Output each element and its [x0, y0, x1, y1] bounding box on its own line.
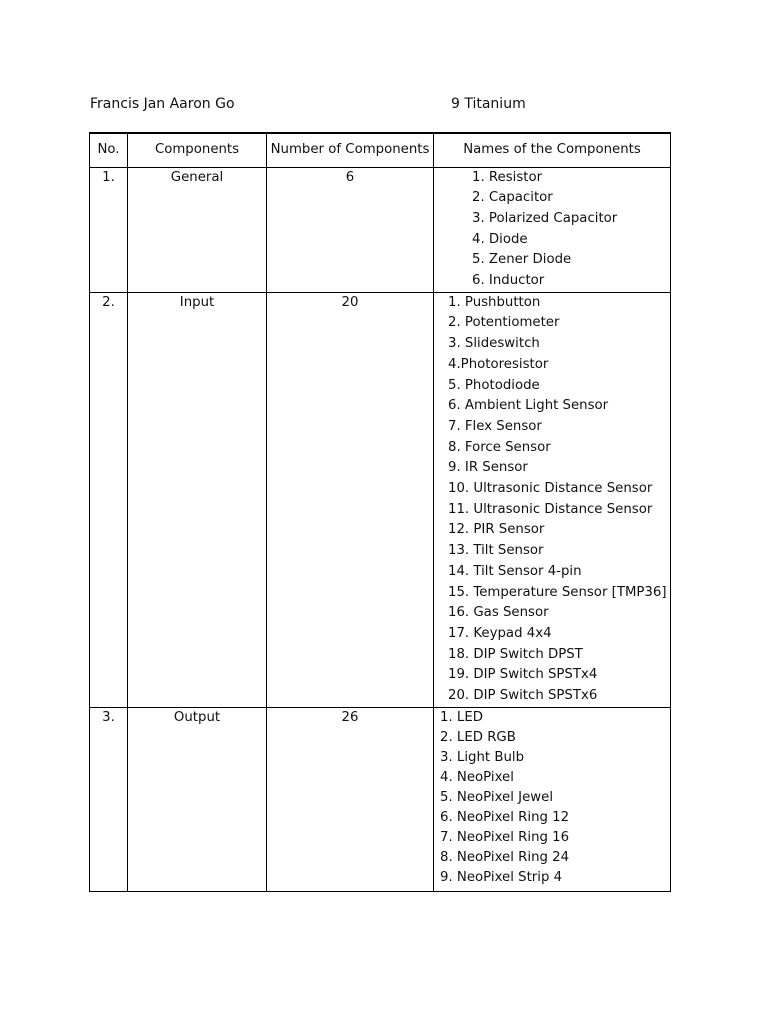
component-name-item: 1. Pushbutton: [448, 294, 541, 310]
component-names-list: [472, 168, 670, 292]
column-header-components: Components: [128, 133, 267, 167]
component-name-item: 12. PIR Sensor: [448, 522, 545, 538]
component-name-item: 8. Force Sensor: [448, 439, 551, 455]
component-names-cell: [434, 292, 671, 707]
component-names-cell: [434, 707, 671, 891]
component-name-item: 14. Tilt Sensor 4-pin: [448, 563, 582, 579]
component-name-item: 1. LED: [440, 709, 483, 725]
component-name-item: 9. IR Sensor: [448, 460, 528, 476]
component-name-item: 11. Ultrasonic Distance Sensor: [448, 501, 653, 517]
column-header-number-of-components: Number of Components: [267, 133, 434, 167]
column-header-names-of-components: Names of the Components: [434, 133, 671, 167]
component-name-item: 2. Potentiometer: [448, 315, 560, 331]
component-name-item: 9. NeoPixel Strip 4: [440, 869, 563, 885]
component-name-item: 16. Gas Sensor: [448, 605, 549, 621]
component-name-item: 5. NeoPixel Jewel: [440, 789, 554, 805]
component-count: 26: [267, 707, 434, 891]
table-row: [90, 707, 671, 891]
component-name-item: 2. Capacitor: [472, 190, 553, 206]
component-names-cell: [434, 167, 671, 292]
component-name-item: 8. NeoPixel Ring 24: [440, 849, 570, 865]
component-category: Output: [128, 707, 267, 891]
row-number: 2.: [90, 292, 128, 707]
component-name-item: 7. Flex Sensor: [448, 418, 542, 434]
component-name-item: 20. DIP Switch SPSTx6: [448, 688, 598, 704]
component-name-item: 3. Light Bulb: [440, 749, 525, 765]
table-header-row: [90, 133, 671, 167]
components-table: [89, 132, 671, 892]
component-name-item: 4. NeoPixel: [440, 769, 514, 785]
component-name-item: 5. Photodiode: [448, 377, 540, 393]
component-name-item: 19. DIP Switch SPSTx4: [448, 667, 598, 683]
component-name-item: 6. Inductor: [472, 273, 545, 289]
component-name-item: 7. NeoPixel Ring 16: [440, 829, 570, 845]
component-name-item: 5. Zener Diode: [472, 252, 572, 268]
component-count: 6: [267, 167, 434, 292]
component-names-list: [448, 293, 670, 707]
component-name-item: 4. Diode: [472, 231, 528, 247]
student-name: Francis Jan Aaron Go: [90, 96, 235, 112]
component-name-item: 6. NeoPixel Ring 12: [440, 809, 570, 825]
component-name-item: 3. Polarized Capacitor: [472, 210, 618, 226]
component-name-item: 2. LED RGB: [440, 729, 516, 745]
component-category: General: [128, 167, 267, 292]
component-name-item: 1. Resistor: [472, 169, 543, 185]
component-name-item: 17. Keypad 4x4: [448, 625, 552, 641]
component-name-item: 10. Ultrasonic Distance Sensor: [448, 481, 653, 497]
component-name-item: 3. Slideswitch: [448, 336, 540, 352]
component-name-item: 6. Ambient Light Sensor: [448, 398, 609, 414]
component-name-item: 13. Tilt Sensor: [448, 543, 544, 559]
row-number: 1.: [90, 167, 128, 292]
component-name-item: 15. Temperature Sensor [TMP36]: [448, 584, 667, 600]
table-row: [90, 292, 671, 707]
column-header-no: No.: [90, 133, 128, 167]
row-number: 3.: [90, 707, 128, 891]
component-count: 20: [267, 292, 434, 707]
component-category: Input: [128, 292, 267, 707]
component-name-item: 18. DIP Switch DPST: [448, 646, 583, 662]
table-row: [90, 167, 671, 292]
component-names-list: [440, 708, 670, 888]
class-section: 9 Titanium: [451, 96, 526, 112]
component-name-item: 4.Photoresistor: [448, 356, 549, 372]
